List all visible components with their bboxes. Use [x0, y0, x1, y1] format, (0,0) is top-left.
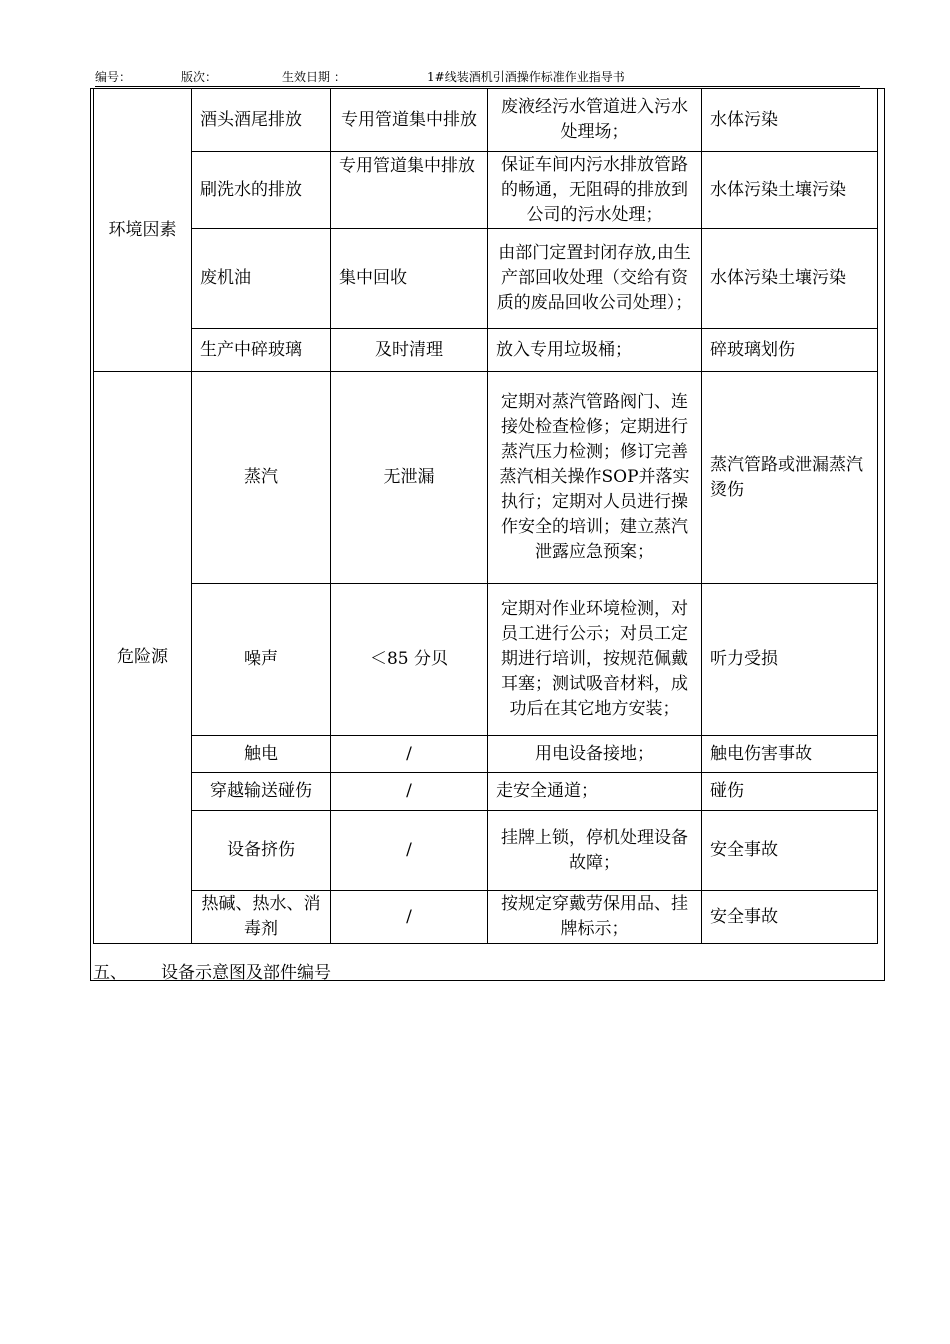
- measure-cell: 保证车间内污水排放管路的畅通，无阻碍的排放到公司的污水处理；: [488, 152, 702, 229]
- item-cell: 生产中碎玻璃: [192, 329, 331, 372]
- impact-cell: 安全事故: [702, 811, 878, 891]
- impact-cell: 触电伤害事故: [702, 736, 878, 773]
- impact-cell: 水体污染土壤污染: [702, 229, 878, 329]
- standard-cell: 及时清理: [331, 329, 488, 372]
- table-row: [94, 811, 878, 891]
- standard-cell: /: [331, 773, 488, 811]
- measure-cell: 按规定穿戴劳保用品、挂牌标示；: [488, 891, 702, 944]
- section-title: 设备示意图及部件编号: [161, 963, 331, 983]
- table-row: [94, 152, 878, 229]
- measure-cell: 由部门定置封闭存放,由生产部回收处理（交给有资质的废品回收公司处理）；: [488, 229, 702, 329]
- standard-cell: /: [331, 891, 488, 944]
- standard-cell: ＜85 分贝: [331, 584, 488, 736]
- measure-cell: 定期对作业环境检测，对员工进行公示；对员工定期进行培训，按规范佩戴耳塞；测试吸音材料，成功后在其它地方安装；: [488, 584, 702, 736]
- impact-cell: 水体污染土壤污染: [702, 152, 878, 229]
- category-cell: 环境因素: [94, 89, 192, 372]
- standard-cell: /: [331, 736, 488, 773]
- item-cell: 设备挤伤: [192, 811, 331, 891]
- table-row: [94, 329, 878, 372]
- page-header: [95, 66, 860, 87]
- risk-table: [93, 88, 878, 944]
- section-number: 五、: [93, 963, 127, 983]
- impact-cell: 听力受损: [702, 584, 878, 736]
- impact-cell: 碰伤: [702, 773, 878, 811]
- table-row: [94, 584, 878, 736]
- standard-cell: /: [331, 811, 488, 891]
- item-cell: 热碱、热水、消毒剂: [192, 891, 331, 944]
- measure-cell: 走安全通道；: [488, 773, 702, 811]
- impact-cell: 碎玻璃划伤: [702, 329, 878, 372]
- measure-cell: 用电设备接地；: [488, 736, 702, 773]
- measure-cell: 放入专用垃圾桶；: [488, 329, 702, 372]
- table-row: [94, 89, 878, 152]
- table-row: [94, 736, 878, 773]
- standard-cell: 集中回收: [331, 229, 488, 329]
- item-cell: 噪声: [192, 584, 331, 736]
- category-cell: 危险源: [94, 372, 192, 944]
- section-heading: [93, 958, 331, 983]
- measure-cell: 挂牌上锁，停机处理设备故障；: [488, 811, 702, 891]
- doc-code-label: 编号：: [95, 70, 132, 84]
- item-cell: 刷洗水的排放: [192, 152, 331, 229]
- doc-title: 1#线装酒机引酒操作标准作业指导书: [427, 70, 625, 84]
- item-cell: 废机油: [192, 229, 331, 329]
- table-row: [94, 773, 878, 811]
- item-cell: 蒸汽: [192, 372, 331, 584]
- item-cell: 穿越输送碰伤: [192, 773, 331, 811]
- table-row: [94, 372, 878, 584]
- impact-cell: 安全事故: [702, 891, 878, 944]
- effective-date-label: 生效日期 ：: [282, 70, 346, 84]
- table-row: [94, 891, 878, 944]
- measure-cell: 废液经污水管道进入污水处理场；: [488, 89, 702, 152]
- standard-cell: 专用管道集中排放: [331, 89, 488, 152]
- item-cell: 触电: [192, 736, 331, 773]
- table-row: [94, 229, 878, 329]
- standard-cell: 专用管道集中排放: [331, 152, 488, 229]
- standard-cell: 无泄漏: [331, 372, 488, 584]
- doc-version-label: 版次：: [181, 70, 218, 84]
- item-cell: 酒头酒尾排放: [192, 89, 331, 152]
- impact-cell: 水体污染: [702, 89, 878, 152]
- measure-cell: 定期对蒸汽管路阀门、连接处检查检修；定期进行蒸汽压力检测；修订完善蒸汽相关操作SOP并落实执行；定期对人员进行操作安全的培训；建立蒸汽泄露应急预案；: [488, 372, 702, 584]
- impact-cell: 蒸汽管路或泄漏蒸汽烫伤: [702, 372, 878, 584]
